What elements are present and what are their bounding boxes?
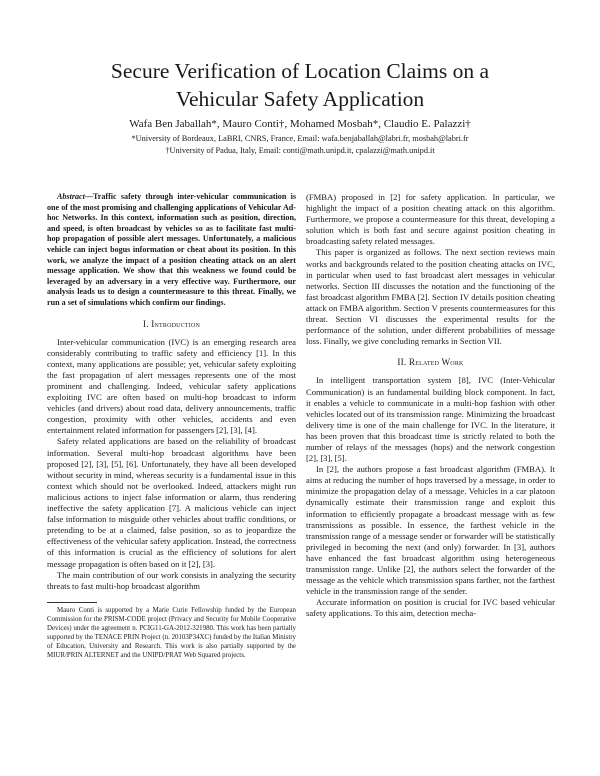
author-list: Wafa Ben Jaballah*, Mauro Conti†, Mohamed Mosbah*, Claudio E. Palazzi† xyxy=(129,118,471,130)
footnote-rule xyxy=(47,602,97,603)
abstract xyxy=(47,192,296,309)
right-column xyxy=(306,192,555,619)
paper-title xyxy=(40,57,560,113)
section-heading-related-work: II. Related Work xyxy=(397,357,464,368)
intro-paragraph-2: Safety related applications are based on the reliability of broadcast information. Several multi-hop broadcast algorithms have been proposed [2], [3], [5], [6]. Unfortunately, they have all been developed without security in mind, whereas security is a fundamental issue in this context which should not be overlooked. Indeed, attackers might run malicious actions to inject false information or alarm, thus rendering ineffective the safety application [7]. A malicious vehicle can inject false information to misguide other vehicles about traffic conditions, or pretending to be at a claimed, false position, so as to jeopardize the effectiveness of the vehicular safety application. Instead, the correctness of this information is crucial as the efficiency of solutions for alert message propagation is often based on it [2], [3]. xyxy=(47,436,296,569)
related-paragraph-2: In [2], the authors propose a fast broadcast algorithm (FMBA). It aims at reducing the number of hops traversed by a message, in order to minimize the propagation delay of a message. Vehicles in a car platoon dynamically estimate their transmission range and exploit this information to efficiently propagate a broadcast message with as few transmissions as possible. In essence, the farthest vehicle in the transmission range of a message sender or forwarder will be statistically privileged in becoming the next (and only) forwarder. In [3], authors have enhanced the fast broadcast algorithm using heterogeneous transmission range. Unlike [2], the authors select the forwarder of the message as the vehicle which transmission spans farther, not the farthest vehicle in the transmission range of the sender. xyxy=(306,464,555,597)
abstract-label: Abstract xyxy=(57,192,85,201)
intro-paragraph-3: The main contribution of our work consists in analyzing the security threats to fast multi-hop broadcast algorithm xyxy=(47,569,296,591)
abstract-text: —Traffic safety through inter-vehicular communication is one of the most promising and challenging applications of Vehicular Ad-hoc Networks. In this context, information such as position, direction, and speed, is often broadcast by vehicles so as to facilitate fast multi-hop propagation of possible alert messages. Unfortunately, a malicious vehicle can inject bogus information or cheat about its position. In this work, we analyze the impact of a position cheating attack on an alert message application. We show that this weakness we found could be leveraged by an adversary in a very effective way. Furthermore, our analysis leads us to design a countermeasure to this threat. Finally, we run a set of simulations which confirm our findings. xyxy=(47,192,296,307)
title-line-2: Vehicular Safety Application xyxy=(175,87,425,111)
affiliation-padua: †University of Padua, Italy, Email: conti@math.unipd.it, cpalazzi@math.unipd.it xyxy=(165,146,435,155)
related-paragraph-3: Accurate information on position is crucial for IVC based vehicular safety applications. To this aim, detection mecha- xyxy=(306,597,555,619)
affiliation-bordeaux: *University of Bordeaux, LaBRI, CNRS, France, Email: wafa.benjaballah@labri.fr, mosbah@labri.fr xyxy=(131,134,469,143)
left-column xyxy=(47,192,296,660)
footnote: Mauro Conti is supported by a Marie Curie Fellowship funded by the European Commission for the PRISM-CODE project (Privacy and Security for Mobile Cooperative Devices) under the agreement n. PCIG11-GA-2012-321980. This work has been partially supported by the TENACE PRIN Project (n. 20103P34XC) funded by the Italian Ministry of Education, University and Research. This work is also partially supported by the MIUR/PRIN ALTERNET and the UNIPD/PRAT Web Squared projects. xyxy=(47,606,296,660)
title-line-1: Secure Verification of Location Claims on a xyxy=(110,59,490,83)
intro-paragraph-1: Inter-vehicular communication (IVC) is an emerging research area considerably contributing to traffic safety and efficiency [1]. In this context, many applications are possible; yet, vehicular safety exploiting the fast propagation of alert messages represents one of the most prominent and challenging. Indeed, vehicular safety applications exploiting IVC are often based on multi-hop broadcast to inform vehicles (and drivers) about road data, delivery announcements, traffic congestion, proximity with other vehicles, accidents and even entertainment related information for passengers [2], [3], [4]. xyxy=(47,336,296,436)
related-paragraph-1: In intelligent transportation system [8], IVC (Inter-Vehicular Communication) is an fundamental building block component. In fact, it enables a vehicle to communicate in a multi-hop fashion with other vehicles located out of its transmission range. Minimizing the broadcast delivery time is one of the main challenge for IVC. In the literature, it has been proven that this broadcast time is strictly related to both the number of relays of the messages (hops) and the network congestion [2], [3], [5]. xyxy=(306,375,555,464)
section-heading-introduction: I. Introduction xyxy=(142,318,201,329)
organization-paragraph: This paper is organized as follows. The next section reviews main works and backgrounds related to the position cheating attacks on IVC, in particular when used to fast broadcast alert messages in vehicular networks. Section III discusses the notation and the functioning of the fast broadcast algorithm FMBA [2]. Section IV details position cheating attack on FMBA algorithm. Section V presents countermeasures for this threat. Section VI discusses the experimental results for the performance of the solution, under different probabilities of message loss. Finally, we give concluding remarks in Section VII. xyxy=(306,247,555,347)
intro-continuation: (FMBA) proposed in [2] for safety application. In particular, we highlight the impact of a position cheating attack on this algorithm. Furthermore, we propose a countermeasure for this threat, developing a solution which is both fast and secure against position cheating in broadcasting safety related messages. xyxy=(306,192,555,247)
